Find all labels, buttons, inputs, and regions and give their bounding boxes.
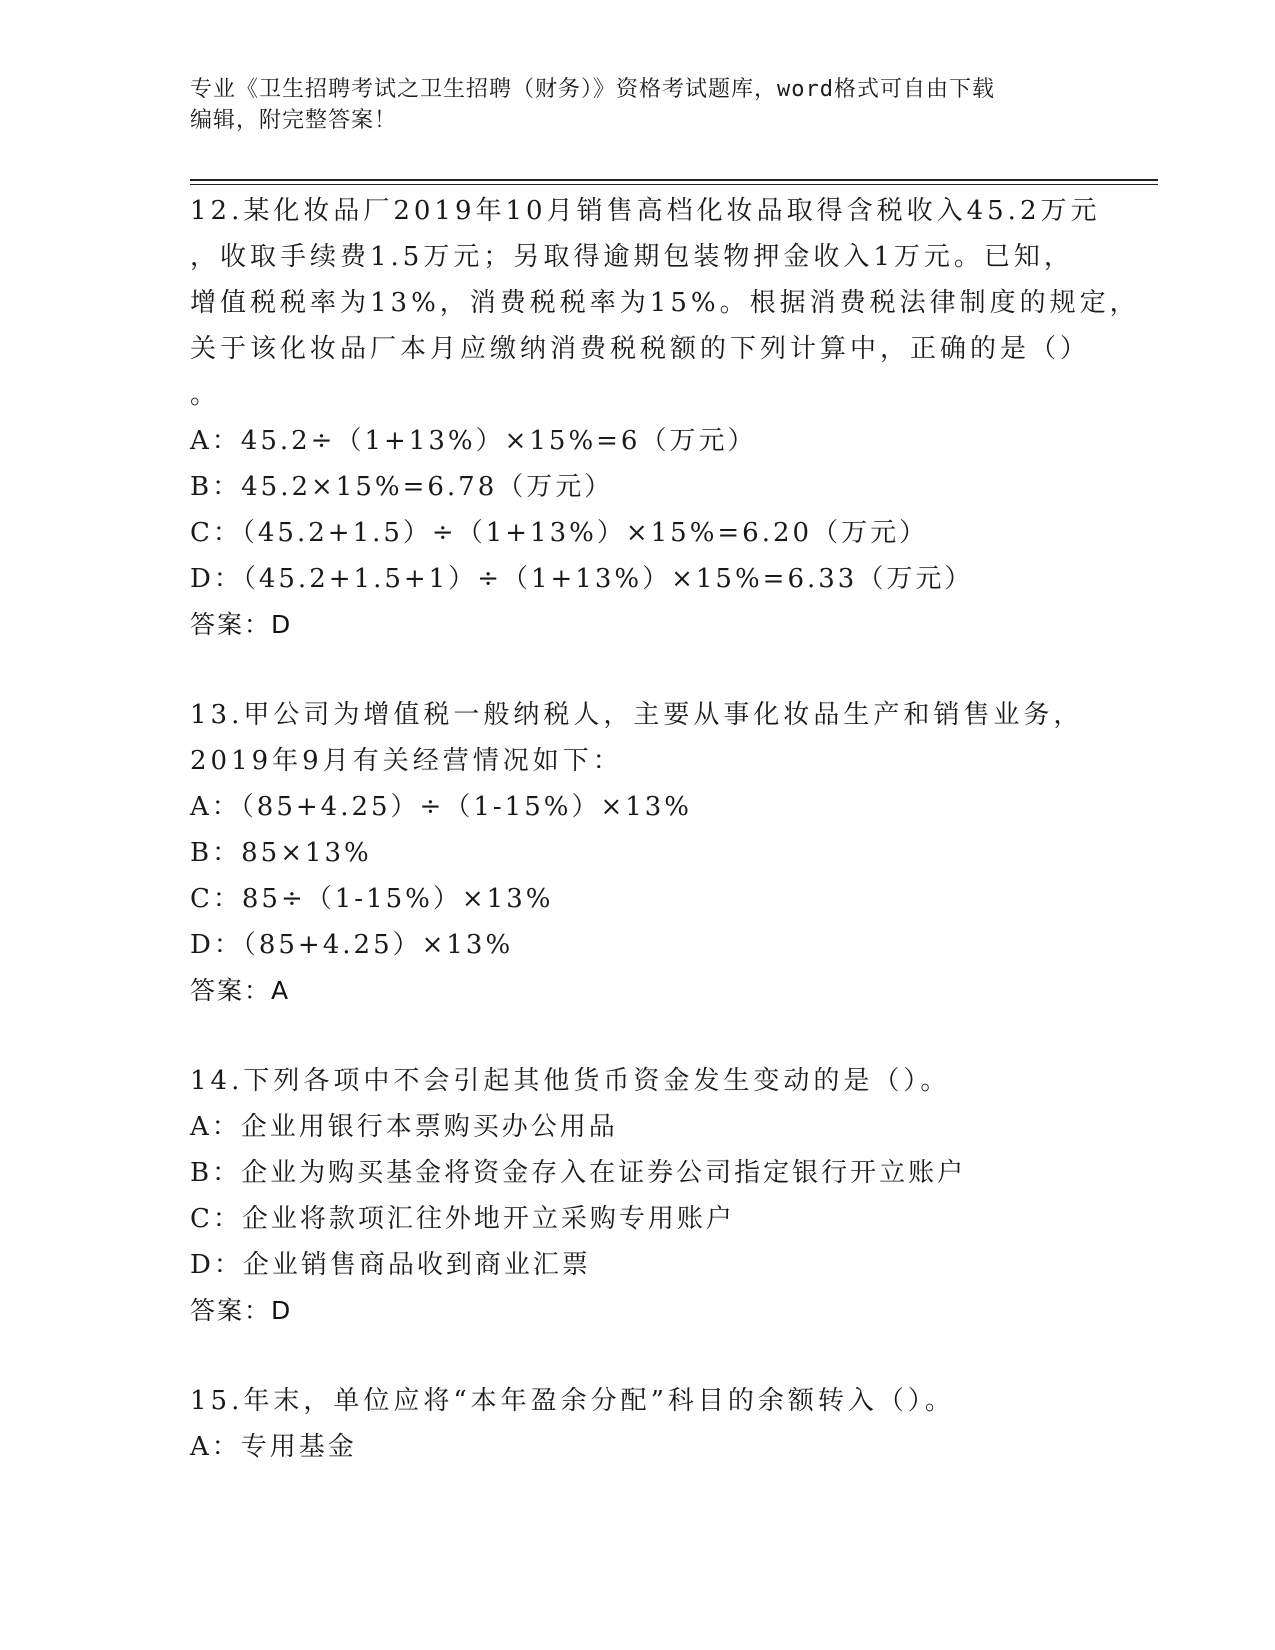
question-12 [190,188,1140,648]
option-a: A：45.2÷（1+13%）×15%=6（万元） [190,426,757,456]
question-15 [190,1378,1090,1470]
option-a: A：企业用银行本票购买办公用品 [190,1112,618,1142]
option-c: C：85÷（1-15%）×13% [190,884,554,914]
header-line-1: 专业《卫生招聘考试之卫生招聘（财务）》资格考试题库，word格式可自由下载 [190,77,995,102]
question-spacer [190,648,1090,692]
question-spacer [190,1014,1090,1058]
question-stem-line: 关于该化妆品厂本月应缴纳消费税税额的下列计算中，正确的是（） [190,334,1091,364]
answer-label: 答案：D [190,1296,293,1325]
answer-label: 答案：A [190,976,291,1005]
header-divider-thin [190,184,1158,185]
header-divider-thick [190,179,1158,181]
question-stem-line: 13.甲公司为增值税一般纳税人，主要从事化妆品生产和销售业务， [190,700,1084,730]
option-a: A：专用基金 [190,1432,357,1462]
question-stem-line: 12.某化妆品厂2019年10月销售高档化妆品取得含税收入45.2万元 [190,196,1101,226]
answer-label: 答案：D [190,610,293,639]
question-stem-line: 增值税税率为13%，消费税税率为15%。根据消费税法律制度的规定， [190,288,1140,318]
option-c: C：企业将款项汇往外地开立采购专用账户 [190,1204,735,1234]
question-stem-line: 15.年末，单位应将“本年盈余分配”科目的余额转入（）。 [190,1386,955,1416]
option-b: B：45.2×15%=6.78（万元） [190,472,614,502]
question-list [190,188,1140,1470]
option-a: A：（85+4.25）÷（1-15%）×13% [190,792,693,822]
question-13 [190,692,1090,1014]
option-b: B：企业为购买基金将资金存入在证券公司指定银行开立账户 [190,1158,967,1188]
question-spacer [190,1334,1090,1378]
option-b: B：85×13% [190,838,372,868]
question-stem-line: 。 [190,380,221,410]
question-stem-line: 14.下列各项中不会引起其他货币资金发生变动的是（）。 [190,1066,951,1096]
option-d: D：（85+4.25）×13% [190,930,514,960]
option-c: C：（45.2+1.5）÷（1+13%）×15%=6.20（万元） [190,518,929,548]
question-stem-line: ，收取手续费1.5万元；另取得逾期包装物押金收入1万元。已知， [190,242,1074,272]
question-stem-line: 2019年9月有关经营情况如下： [190,746,623,776]
question-14 [190,1058,1090,1334]
document-header [190,74,1090,136]
option-d: D：企业销售商品收到商业汇票 [190,1250,591,1280]
option-d: D：（45.2+1.5+1）÷（1+13%）×15%=6.33（万元） [190,564,974,594]
header-line-2: 编辑，附完整答案！ [190,108,398,133]
